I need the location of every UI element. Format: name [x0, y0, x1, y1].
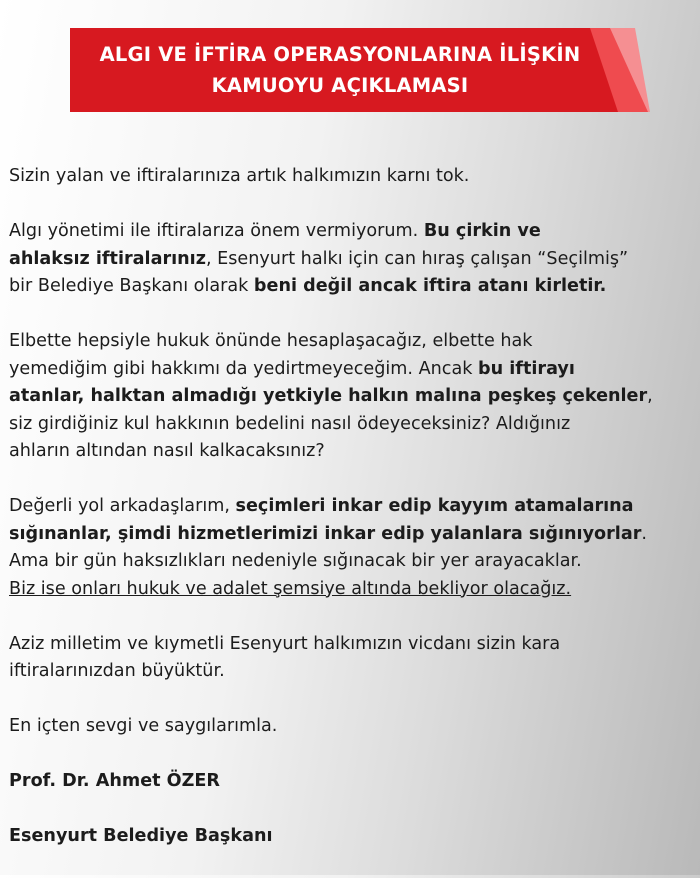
paragraph-4-line-1	[9, 493, 694, 521]
paragraph-2-line-2	[9, 246, 694, 274]
title-line-1: ALGI VE İFTİRA OPERASYONLARINA İLİŞKİN	[99, 43, 581, 66]
paragraph-5	[9, 631, 694, 686]
p2-text-e: bir Belediye Başkanı olarak	[9, 276, 254, 296]
paragraph-5-line-1: Aziz milletim ve kıymetli Esenyurt halkımızın vicdanı sizin kara	[9, 633, 561, 654]
paragraph-3	[9, 328, 694, 466]
p2-bold-b: Bu çirkin ve	[423, 221, 541, 241]
paragraph-4-line-4	[9, 576, 694, 604]
p3-bold-d: atanlar, halktan almadığı yetkiyle halkın malına peşkeş çekenler	[9, 386, 648, 406]
signature-block	[9, 768, 694, 851]
paragraph-5-line-2: iftiralarınızdan büyüktür.	[9, 661, 225, 681]
p2-bold-f: beni değil ancak iftira atanı kirletir.	[253, 276, 607, 296]
paragraph-3-line-1: Elbette hepsiyle hukuk önünde hesaplaşacağız, elbette hak	[9, 331, 533, 351]
title-line-2: KAMUOYU AÇIKLAMASI	[211, 74, 469, 97]
p2-text-d: , Esenyurt halkı için can hıraş çalışan “Seçilmiş”	[205, 248, 629, 269]
paragraph-3-line-3	[9, 383, 694, 411]
paragraph-3-line-5: ahların altından nasıl kalkacaksınız?	[9, 441, 325, 461]
statement-body	[9, 163, 694, 878]
page-title	[70, 28, 610, 112]
paragraph-3-line-2	[9, 356, 694, 384]
paragraph-2-line-3	[9, 273, 694, 301]
paragraph-6-line-1: En içten sevgi ve saygılarımla.	[9, 716, 278, 736]
p3-bold-c: bu iftirayı	[478, 358, 575, 379]
paragraph-4	[9, 493, 694, 603]
p3-text-e: ,	[647, 386, 653, 406]
paragraph-4-line-3: Ama bir gün haksızlıkları nedeniyle sığınacak bir yer arayacaklar.	[9, 551, 582, 571]
p4-bold-c: sığınanlar, şimdi hizmetlerimizi inkar edip yalanlara sığınıyorlar	[9, 523, 642, 544]
paragraph-4-line-2	[9, 521, 694, 549]
p2-bold-c: ahlaksız iftiralarınız	[9, 248, 206, 269]
p4-bold-b: seçimleri inkar edip kayyım atamalarına	[235, 496, 634, 516]
header-banner	[70, 28, 650, 112]
signature-title: Esenyurt Belediye Başkanı	[9, 826, 273, 846]
p2-text-a: Algı yönetimi ile iftiralarıza önem vermiyorum.	[9, 221, 424, 241]
paragraph-6	[9, 713, 694, 741]
p4-text-d: .	[641, 523, 647, 544]
p4-underlined-f: Biz ise onları hukuk ve adalet şemsiye altında bekliyor olacağız.	[9, 578, 572, 599]
paragraph-1-line-1: Sizin yalan ve iftiralarınıza artık halkımızın karnı tok.	[9, 166, 470, 186]
signature-name: Prof. Dr. Ahmet ÖZER	[9, 771, 220, 791]
paragraph-2-line-1	[9, 218, 694, 246]
paragraph-2	[9, 218, 694, 301]
p4-text-a: Değerli yol arkadaşlarım,	[9, 496, 236, 516]
paragraph-1	[9, 163, 694, 191]
paragraph-3-line-4: siz girdiğiniz kul hakkının bedelini nasıl ödeyeceksiniz? Aldığınız	[9, 413, 571, 434]
p3-text-b: yemediğim gibi hakkımı da yedirtmeyeceğim. Ancak	[9, 358, 479, 379]
